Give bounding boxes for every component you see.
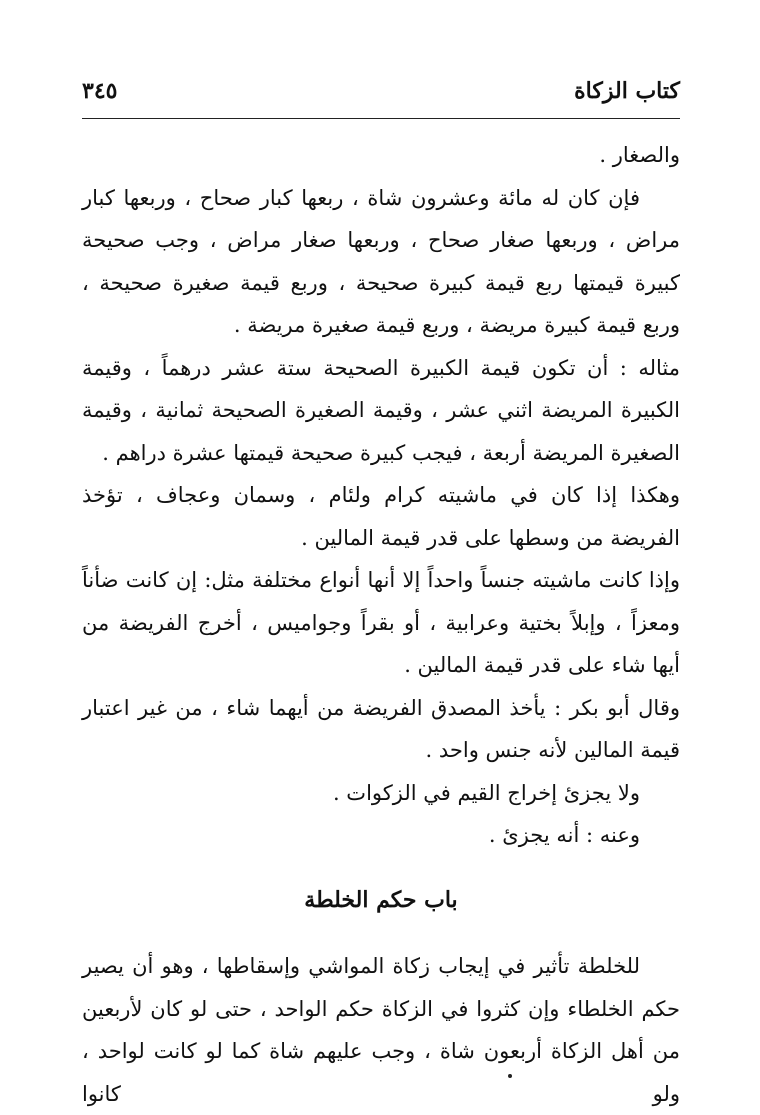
page-mark: [508, 1074, 512, 1078]
paragraph-mixed-types: وإذا كانت ماشيته جنساً واحداً إلا أنها أنواع مختلفة مثل: إن كانت ضأناً ومعزاً ، وإبلاً بختية وعرابية ، أو بقراً وجواميس ، أخرج الفريضة من أيها شاء على قدر قيمة المالين .: [82, 568, 680, 677]
paragraph-alternate-view: وعنه : أنه يجزئ .: [488, 823, 640, 847]
paragraph-abu-bakr: وقال أبو بكر : يأخذ المصدق الفريضة من أيهما شاء ، من غير اعتبار قيمة المالين لأنه جنس واحد .: [82, 695, 680, 762]
paragraph-example-values: مثاله : أن تكون قيمة الكبيرة الصحيحة ستة عشر درهماً ، وقيمة الكبيرة المريضة اثني عشر ، وقيمة الصغيرة الصحيحة ثمانية ، وقيمة الصغيرة المريضة أربعة ، فيجب كبيرة صحيحة قيمتها عشرة دراهم .: [82, 355, 680, 465]
paragraph-example-sheep: فإن كان له مائة وعشرون شاة ، ربعها كبار صحاح ، وربعها كبار مراض ، وربعها صغار صحاح ، وربعها صغار مراض ، وجب صحيحة كبيرة قيمتها ربع قيمة كبيرة صحيحة ، وربع قيمة صغيرة صحيحة ، وربع قيمة كبيرة مريضة ، وربع قيمة صغيرة مريضة .: [82, 185, 680, 337]
section-heading: باب حكم الخلطة: [304, 886, 458, 913]
page-body: [82, 134, 680, 1115]
paragraph-no-value-payment: ولا يجزئ إخراج القيم في الزكوات .: [332, 780, 640, 805]
paragraph-continuation: والصغار .: [599, 143, 680, 167]
paragraph-mixed-quality: وهكذا إذا كان في ماشيته كرام ولئام ، وسمان وعجاف ، تؤخذ الفريضة من وسطها على قدر قيمة المالين .: [82, 483, 680, 550]
header-divider: [82, 118, 680, 119]
running-title: كتاب الزكاة: [574, 78, 680, 104]
page-number: ٣٤٥: [82, 78, 118, 104]
page-header: [82, 72, 680, 112]
paragraph-khulta: للخلطة تأثير في إيجاب زكاة المواشي وإسقاطها ، وهو أن يصير حكم الخلطاء وإن كثروا في الزكاة حكم الواحد ، حتى لو كان لأربعين من أهل الزكاة أربعون شاة ، وجب عليهم شاة كما لو كانت لواحد ، ولو كانوا: [82, 954, 680, 1106]
